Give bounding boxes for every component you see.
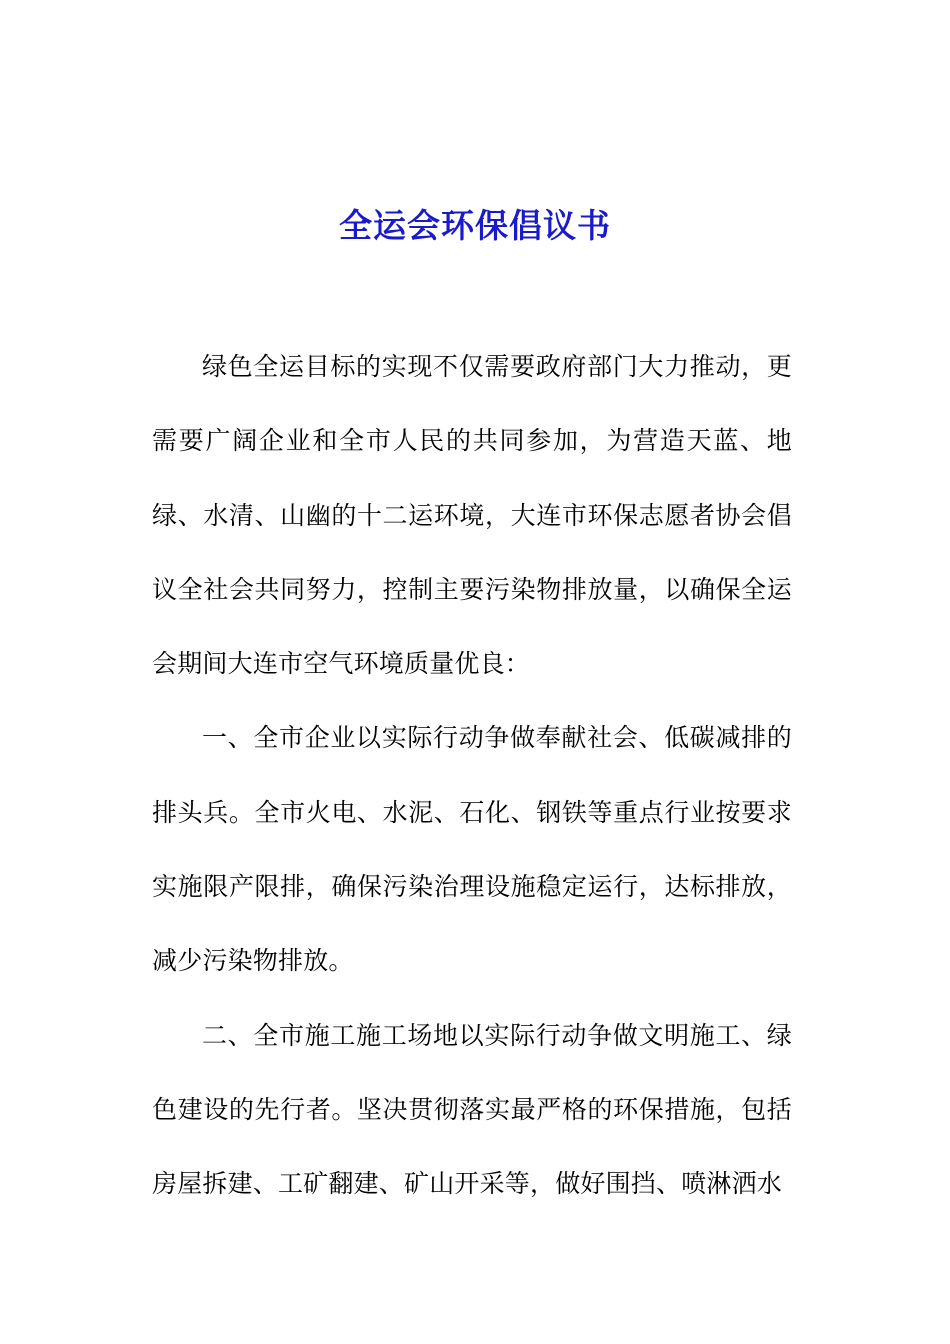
paragraph-intro: 绿色全运目标的实现不仅需要政府部门大力推动，更需要广阔企业和全市人民的共同参加，为营造天蓝、地绿、水清、山幽的十二运环境，大连市环保志愿者协会倡议全社会共同努力，控制主要污染物排放量，以确保全运会期间大连市空气环境质量优良： xyxy=(152,352,792,679)
document-title: 全运会环保倡议书 xyxy=(339,206,611,246)
document-body xyxy=(152,330,792,1222)
paragraph-item-one: 一、全市企业以实际行动争做奉献社会、低碳减排的排头兵。全市火电、水泥、石化、钢铁等重点行业按要求实施限产限排，确保污染治理设施稳定运行，达标排放，减少污染物排放。 xyxy=(152,723,792,976)
paragraph-item-two: 二、全市施工施工场地以实际行动争做文明施工、绿色建设的先行者。坚决贯彻落实最严格的环保措施，包括房屋拆建、工矿翻建、矿山开采等，做好围挡、喷淋洒水 xyxy=(152,1020,792,1199)
